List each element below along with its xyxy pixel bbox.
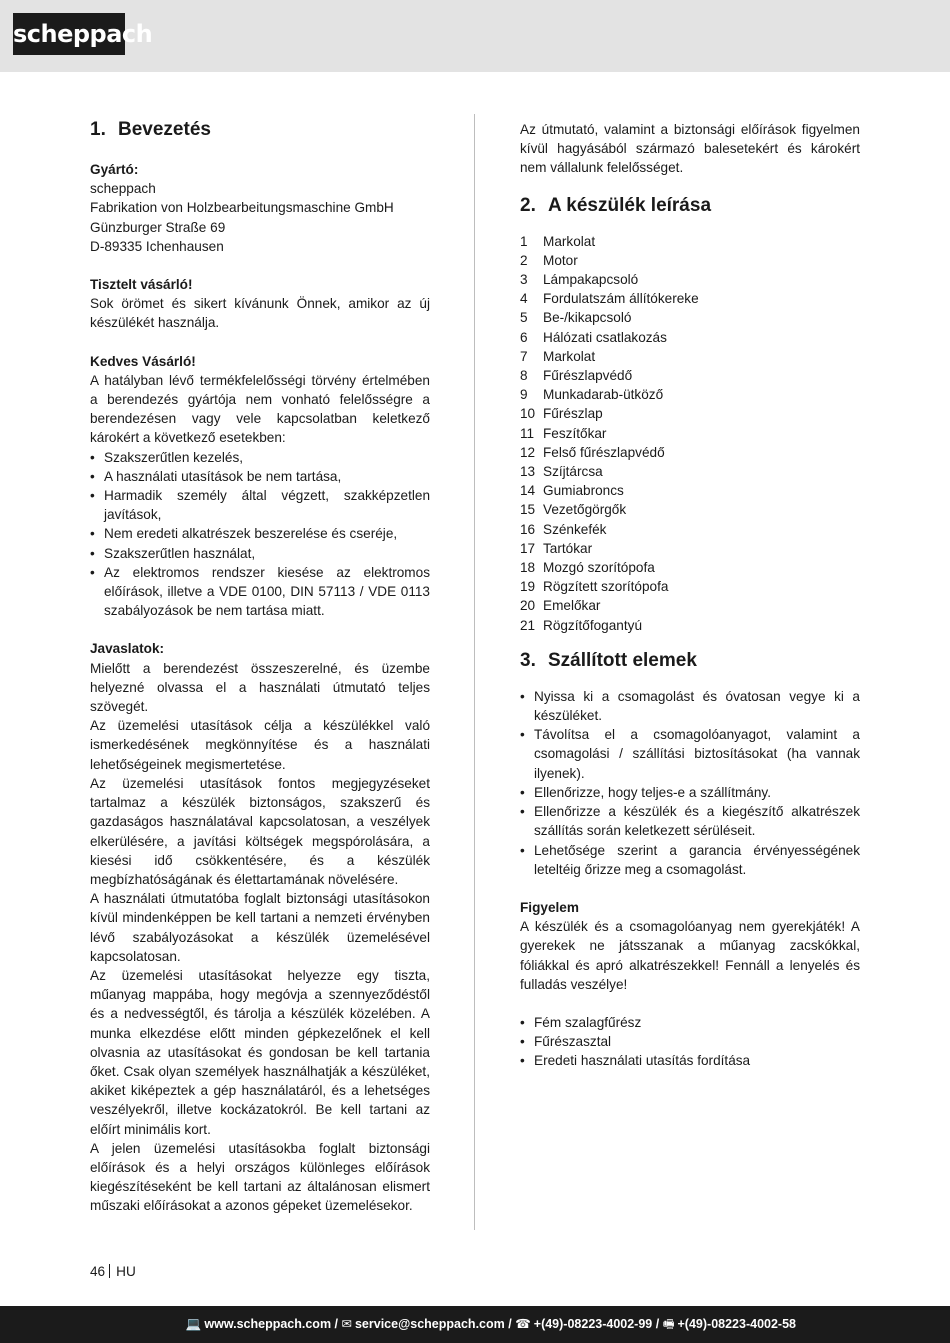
list-item: 6 Hálózati csatlakozás — [520, 329, 667, 345]
delivery-list — [520, 687, 860, 879]
tips-paragraph: Az üzemelési utasítások fontos megjegyzéseket tartalmaz a készülék biztonságos, szakszerű és gazdaságos használatával kapcsolatosan, a veszélyek elkerülésére, a javítási költségek megspórolására, a kiesési idő csökkentésére, és a készülék megbízhatóságának és élettartamának növelésére. — [90, 775, 430, 887]
dear-customer-label-1: Tisztelt vásárló! — [90, 277, 193, 293]
contact-bar — [0, 1306, 950, 1343]
right-column — [520, 120, 860, 1071]
list-item: 17 Tartókar — [520, 540, 593, 556]
list-item: • Szakszerűtlen kezelés, — [90, 448, 430, 467]
list-item: • A használati utasítások be nem tartása, — [90, 467, 430, 486]
list-item: 19 Rögzített szorítópofa — [520, 579, 669, 595]
phone-number: +(49)-08223-4002-99 / — [533, 1317, 660, 1331]
list-item: • Távolítsa el a csomagolóanyagot, valamint a csomagolási / szállítási biztosításokat (ha vannak ilyenek). — [520, 725, 860, 783]
website-link[interactable]: www.scheppach.com / — [204, 1317, 339, 1331]
dear-customer-label-2: Kedves Vásárló! — [90, 353, 196, 369]
fax-icon: 🖷 — [662, 1317, 675, 1331]
list-item: • Nem eredeti alkatrészek beszerelése és cseréje, — [90, 524, 430, 543]
manufacturer-address: scheppach Fabrikation von Holzbearbeitungsmaschine GmbH Günzburger Straße 69 D-89335 Ichenhausen — [90, 181, 394, 254]
list-item: 2 Motor — [520, 252, 578, 268]
list-item: 15 Vezetőgörgők — [520, 502, 627, 518]
computer-icon: 💻 — [185, 1317, 202, 1331]
tips-paragraph: A használati útmutatóba foglalt biztonsági utasításokon kívül mindenképpen be kell tartani a nemzeti érvényben lévő szabályozásokat a készülék üzemelésével kapcsolatosan. — [90, 891, 430, 964]
tips-paragraph: Mielőtt a berendezést összeszerelné, és üzembe helyezné olvassa el a használati útmutató teljes szövegét. — [90, 660, 430, 715]
liability-list — [90, 448, 430, 621]
tips-label: Javaslatok: — [90, 641, 165, 657]
list-item: • Fűrészasztal — [520, 1032, 860, 1051]
page-number: 46 HU — [90, 1264, 136, 1279]
list-item: 7 Markolat — [520, 348, 596, 364]
list-item: 13 Szíjtárcsa — [520, 464, 603, 480]
left-column — [90, 118, 430, 1216]
section-2-heading: 2. A készülék leírása — [520, 194, 712, 216]
section-1-heading: 1. Bevezetés — [90, 119, 211, 140]
list-item: 18 Mozgó szorítópofa — [520, 560, 655, 576]
list-item: 11 Feszítőkar — [520, 425, 607, 441]
column-divider — [474, 114, 475, 1230]
list-item: 21 Rögzítőfogantyú — [520, 617, 642, 633]
tips-paragraph: Az üzemelési utasítások célja a készülékkel való ismerkedésének megkönnyítése és a használati lehetőségeinek megismertetése. — [90, 718, 430, 772]
list-item: • Nyissa ki a csomagolást és óvatosan vegye ki a készüléket. — [520, 687, 860, 725]
list-item: • Lehetősége szerint a garancia érvényességének leteltéig őrizze meg a csomagolást. — [520, 841, 860, 879]
list-item: • Eredeti használati utasítás fordítása — [520, 1051, 860, 1070]
parts-list — [520, 232, 860, 635]
list-item: 16 Szénkefék — [520, 521, 607, 537]
list-item: • Ellenőrizze, hogy teljes-e a szállítmány. — [520, 783, 860, 802]
list-item: • Az elektromos rendszer kiesése az elektromos előírások, illetve a VDE 0100, DIN 57113 / VDE 0113 szabályozások be nem tartása miatt. — [90, 563, 430, 621]
list-item: 10 Fűrészlap — [520, 406, 603, 422]
list-item: • Szakszerűtlen használat, — [90, 544, 430, 563]
liability-intro: A hatályban lévő termékfelelősségi törvény értelmében a berendezés gyártója nem vonható felelősségre a berendezésen vagy vele kapcsolatban keletkező károkért a következő esetekben: — [90, 372, 430, 446]
disclaimer-text: Az útmutató, valamint a biztonsági előírások figyelmen kívül hagyásából származó balesetekért és károkért nem vállalunk felelősséget. — [520, 122, 860, 176]
tips-paragraph: A jelen üzemelési utasításokba foglalt biztonsági előírások és a helyi országos különleges előírások kiegészítéseként be kell tartani az általánosan elismert műszaki előírásokat a azonos gépeket üzemelésekor. — [90, 1140, 430, 1214]
list-item: 5 Be-/kikapcsoló — [520, 310, 632, 326]
list-item: 12 Felső fűrészlapvédő — [520, 444, 665, 460]
dear-customer-text-1: Sok örömet és sikert kívánunk Önnek, amikor az új készülékét használja. — [90, 296, 430, 331]
phone-icon: ☎ — [515, 1317, 531, 1331]
list-item: 14 Gumiabroncs — [520, 483, 624, 499]
tips-paragraph: Az üzemelési utasításokat helyezze egy tiszta, műanyag mappába, hogy megóvja a szennyeződéstől és a nedvességtől, és tárolja a készülék közelében. A munka elkezdése előtt minden gépkezelőnek el kell olvasnia az utasításokat és gondosan be kell tartania őket. Csak olyan személyek használhatják a készüléket, akiket kiképeztek a gép használatáról, és a lehetséges veszélyekről, illetve kockázatokról. Be kell tartani az előírt minimális kort. — [90, 967, 430, 1137]
list-item: 8 Fűrészlapvédő — [520, 368, 633, 384]
warning-text: A készülék és a csomagolóanyag nem gyerekjáték! A gyerekek ne játsszanak a műanyag zacskókkal, fóliákkal és apró alkatrészekkel! Fennáll a lenyelés és fulladás veszélye! — [520, 919, 860, 992]
scheppach-logo: scheppach — [13, 13, 125, 55]
scope-of-delivery-list — [520, 1013, 860, 1071]
separator — [109, 1264, 110, 1278]
email-link[interactable]: service@scheppach.com / — [354, 1317, 512, 1331]
section-3-heading: 3. Szállított elemek — [520, 649, 697, 671]
list-item: 1 Markolat — [520, 233, 596, 249]
manufacturer-label: Gyártó: — [90, 162, 139, 177]
list-item: • Ellenőrizze a készülék és a kiegészítő alkatrészek szállítás során keletkezett sérüléseit. — [520, 802, 860, 840]
list-item: 3 Lámpakapcsoló — [520, 272, 639, 288]
warning-label: Figyelem — [520, 899, 579, 915]
list-item: • Fém szalagfűrész — [520, 1013, 860, 1032]
list-item: 4 Fordulatszám állítókereke — [520, 291, 699, 307]
envelope-icon: ✉ — [341, 1317, 352, 1331]
list-item: • Harmadik személy által végzett, szakképzetlen javítások, — [90, 486, 430, 524]
list-item: 20 Emelőkar — [520, 598, 601, 614]
list-item: 9 Munkadarab-ütköző — [520, 387, 664, 403]
fax-number: +(49)-08223-4002-58 — [677, 1317, 796, 1331]
